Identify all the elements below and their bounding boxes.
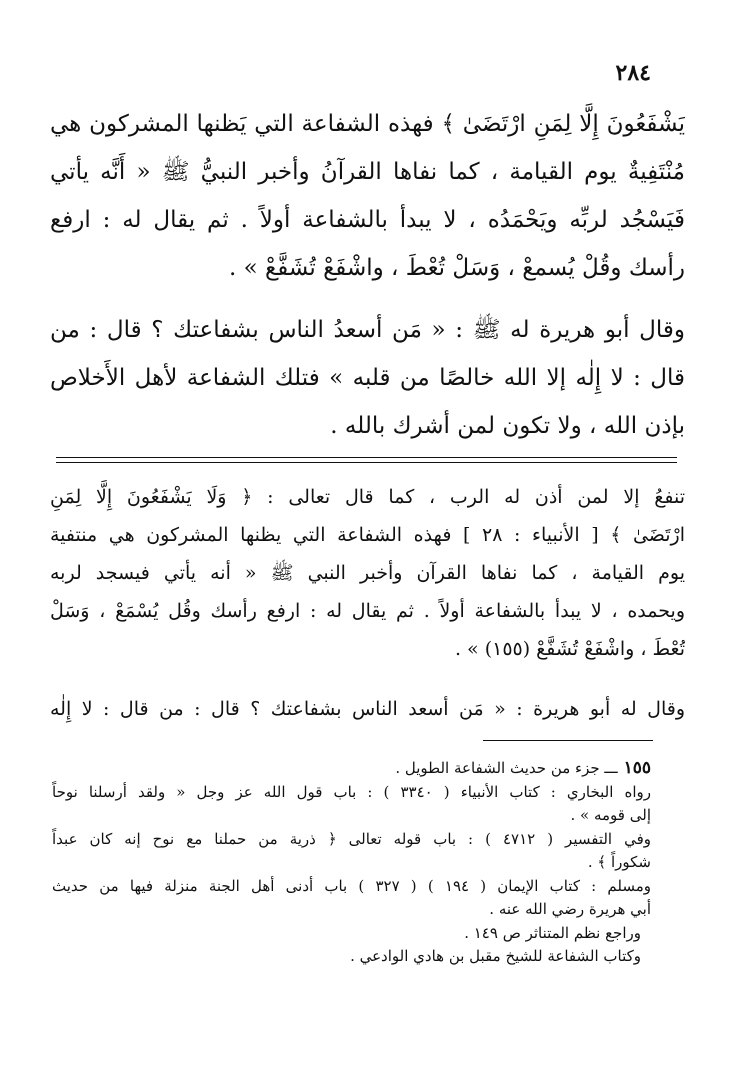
footnote-line: ومسلم : كتاب الإيمان ( ١٩٤ ) ( ٣٢٧ ) باب أدنى أهل الجنة منزلة فيها من حديث bbox=[52, 876, 651, 895]
footnote-line: رواه البخاري : كتاب الأنبياء ( ٣٣٤٠ ) : باب قول الله عز وجل « ولقد أرسلنا نوحاً bbox=[52, 782, 651, 801]
text-line: فَيَسْجُد لربِّه ويَحْمَدُه ، لا يبدأ بالشفاعة أولاً . ثم يقال له : ارفع bbox=[50, 207, 685, 233]
text-line: تنفعُ إلا لمن أذن له الرب ، كما قال تعالى : ﴿ وَلَا يَشْفَعُونَ إِلَّا لِمَنِ bbox=[50, 486, 685, 508]
text-line: يوم القيامة ، كما نفاها القرآن وأخبر النبي ﷺ « أنه يأتي فيسجد لربه bbox=[50, 562, 685, 584]
section-divider-top bbox=[56, 457, 677, 458]
text-line: رأسك وقُلْ يُسمعْ ، وَسَلْ تُعْطَ ، واشْفَعْ تُشَفَّعْ » . bbox=[228, 255, 685, 281]
footnote-line bbox=[52, 757, 651, 781]
footnote-line: وراجع نظم المتناثر ص ١٤٩ . bbox=[464, 923, 641, 942]
text-line: يَشْفَعُونَ إِلَّا لِمَنِ ارْتَضَىٰ ﴾ فهذه الشفاعة التي يَظنها المشركون هي bbox=[50, 111, 685, 137]
text-line: ويحمده ، لا يبدأ بالشفاعة أولاً . ثم يقال له : ارفع رأسك وقُل يُسْمَعْ ، وَسَلْ bbox=[50, 600, 685, 622]
main-paragraph-2 bbox=[50, 306, 685, 450]
footnotes bbox=[52, 757, 651, 969]
footnote-rule bbox=[483, 740, 653, 741]
commentary-paragraph-2 bbox=[50, 690, 685, 728]
footnote-text: ـــ جزء من حديث الشفاعة الطويل . bbox=[395, 759, 618, 777]
footnote-line: وفي التفسير ( ٤٧١٢ ) : باب قوله تعالى ﴿ ذرية من حملنا مع نوح إنه كان عبداً bbox=[52, 829, 651, 848]
text-line: ارْتَضَىٰ ﴾ [ الأنبياء : ٢٨ ] فهذه الشفاعة التي يظنها المشركون هي منتفية bbox=[50, 524, 685, 546]
section-divider-bottom bbox=[56, 462, 677, 463]
text-line: بإذن الله ، ولا تكون لمن أشرك بالله . bbox=[330, 413, 685, 439]
text-line: مُنْتَفِيةٌ يوم القيامة ، كما نفاها القرآنُ وأخبر النبيُّ ﷺ « أَنَّه يأتي bbox=[50, 159, 685, 185]
footnote-line: أبي هريرة رضي الله عنه . bbox=[489, 900, 651, 918]
footnote-line: شكوراً ﴾ . bbox=[587, 853, 651, 871]
main-paragraph-1 bbox=[50, 100, 685, 292]
text-line: وقال له أبو هريرة : « مَن أسعد الناس بشفاعتك ؟ قال : من قال : لا إِلٰه bbox=[50, 698, 685, 720]
commentary-paragraph-1 bbox=[50, 478, 685, 668]
footnote-line: إلى قومه » . bbox=[570, 806, 651, 824]
footnote-number: ١٥٥ bbox=[623, 758, 651, 778]
text-line: قال : لا إِلٰه إلا الله خالصًا من قلبه » فتلك الشفاعة لأهل الأَخلاص bbox=[50, 365, 685, 391]
footnote-line: وكتاب الشفاعة للشيخ مقبل بن هادي الوادعي . bbox=[350, 947, 641, 965]
page-number: ٢٨٤ bbox=[615, 60, 651, 86]
text-line: وقال أبو هريرة له ﷺ : « مَن أسعدُ الناس بشفاعتك ؟ قال : من bbox=[50, 317, 685, 343]
text-line: تُعْطَ ، واشْفَعْ تُشَفَّعْ (١٥٥) » . bbox=[454, 638, 685, 660]
